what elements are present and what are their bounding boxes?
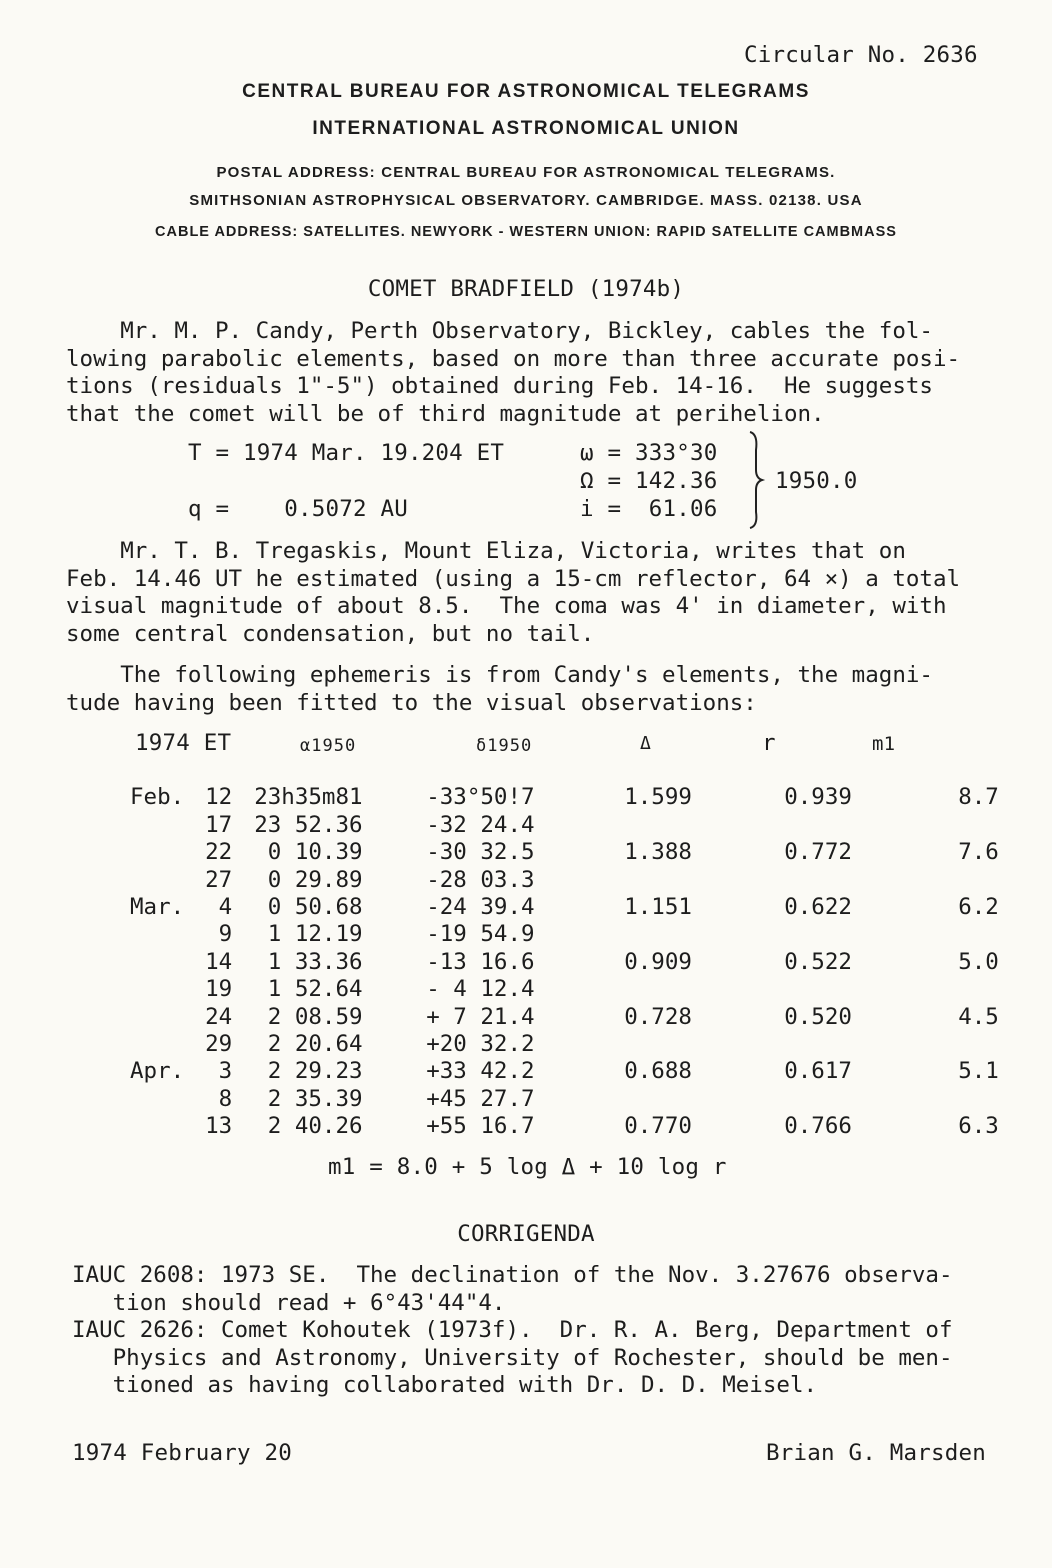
ephemeris-cell-ra: 2 40.26 bbox=[254, 1113, 363, 1140]
ephemeris-cell-dec: - 4 12.4 bbox=[426, 976, 535, 1003]
ephemeris-cell-month bbox=[130, 1030, 184, 1057]
cable-address: CABLE ADDRESS: SATELLITES. NEWYORK - WESTERN UNION: RAPID SATELLITE CAMBMASS bbox=[155, 224, 897, 240]
ephemeris-cell-dec: -19 54.9 bbox=[426, 921, 535, 948]
ephemeris-cell-month: Feb. bbox=[130, 784, 185, 811]
ephemeris-cell-dec: -28 03.3 bbox=[426, 866, 535, 893]
ephemeris-cell-delta: 0.909 bbox=[624, 948, 692, 975]
ephemeris-cell-r bbox=[750, 810, 910, 837]
ephemeris-cell-r bbox=[750, 865, 910, 892]
postal-address-line1: POSTAL ADDRESS: CENTRAL BUREAU FOR ASTRONOMICAL TELEGRAMS. bbox=[216, 164, 836, 181]
ephemeris-cell-delta: 1.151 bbox=[624, 893, 692, 920]
ephemeris-cell-dec: +45 27.7 bbox=[426, 1085, 535, 1112]
corrigenda-title: CORRIGENDA bbox=[457, 1221, 595, 1247]
ephemeris-cell-delta: 0.728 bbox=[624, 1003, 692, 1030]
ephemeris-cell-ra: 2 08.59 bbox=[254, 1003, 363, 1030]
eph-header-date: 1974 ET bbox=[135, 730, 232, 756]
ephemeris-row bbox=[130, 1030, 1038, 1057]
ephemeris-cell-month bbox=[130, 920, 184, 947]
paragraph-tregaskis: Mr. T. B. Tregaskis, Mount Eliza, Victoria, writes that on Feb. 14.46 UT he estimated (using a 15-cm reflector, 64 ×) a total visual magnitude of about 8.5. The coma was 4' in diameter, with some central condensation, but no tail. bbox=[66, 538, 961, 647]
ephemeris-cell-dec: +20 32.2 bbox=[426, 1030, 535, 1057]
ephemeris-cell-dec: +33 42.2 bbox=[426, 1058, 535, 1085]
comet-title: COMET BRADFIELD (1974b) bbox=[367, 276, 685, 302]
ephemeris-row bbox=[130, 783, 1038, 810]
bureau-title: CENTRAL BUREAU FOR ASTRONOMICAL TELEGRAMS bbox=[242, 81, 810, 102]
ephemeris-cell-day: 17 bbox=[205, 811, 233, 838]
element-q: q = 0.5072 AU bbox=[188, 496, 408, 522]
ephemeris-cell-delta bbox=[596, 920, 750, 947]
ephemeris-row bbox=[130, 920, 1038, 947]
ephemeris-row bbox=[130, 1084, 1038, 1111]
ephemeris-cell-mag: 6.3 bbox=[958, 1113, 999, 1140]
ephemeris-cell-dec: -32 24.4 bbox=[426, 811, 535, 838]
ephemeris-cell-r bbox=[750, 975, 910, 1002]
ephemeris-cell-delta: 0.770 bbox=[624, 1113, 692, 1140]
ephemeris-cell-month bbox=[130, 838, 184, 865]
ephemeris-cell-mag: 4.5 bbox=[958, 1003, 999, 1030]
ephemeris-cell-day: 12 bbox=[205, 784, 233, 811]
ephemeris-cell-day: 22 bbox=[205, 839, 233, 866]
ephemeris-row bbox=[130, 865, 1038, 892]
ephemeris-cell-delta bbox=[596, 810, 750, 837]
ephemeris-cell-day: 27 bbox=[205, 866, 233, 893]
postal-address-line2: SMITHSONIAN ASTROPHYSICAL OBSERVATORY. CAMBRIDGE. MASS. 02138. USA bbox=[189, 192, 863, 209]
element-omega: ω = 333°30 bbox=[580, 440, 718, 466]
eph-header-r: r bbox=[762, 730, 776, 756]
ephemeris-cell-delta: 1.599 bbox=[624, 784, 692, 811]
ephemeris-row bbox=[130, 893, 1038, 920]
ephemeris-cell-mag bbox=[910, 1084, 1038, 1111]
ephemeris-cell-mag bbox=[910, 1030, 1038, 1057]
eph-header-ra: α1950 bbox=[300, 736, 357, 756]
ephemeris-cell-day: 8 bbox=[218, 1085, 233, 1112]
ephemeris-row bbox=[130, 975, 1038, 1002]
ephemeris-cell-dec: -24 39.4 bbox=[426, 893, 535, 920]
ephemeris-cell-month: Mar. bbox=[130, 893, 185, 920]
ephemeris-cell-month: Apr. bbox=[130, 1058, 185, 1085]
ephemeris-cell-day: 3 bbox=[218, 1058, 233, 1085]
ephemeris-cell-ra: 0 29.89 bbox=[254, 866, 363, 893]
ephemeris-cell-ra: 23 52.36 bbox=[254, 811, 363, 838]
eph-header-delta: Δ bbox=[640, 733, 652, 754]
ephemeris-row bbox=[130, 1057, 1038, 1084]
paragraph-candy: Mr. M. P. Candy, Perth Observatory, Bickley, cables the fol- lowing parabolic elements, based on more than three accurate posi- tions (residuals 1"-5") obtained during Feb. 14-16. He suggests that the comet will be of third magnitude at perihelion. bbox=[66, 318, 961, 427]
ephemeris-cell-dec: + 7 21.4 bbox=[426, 1003, 535, 1030]
ephemeris-cell-month bbox=[130, 1084, 184, 1111]
element-node: Ω = 142.36 bbox=[580, 468, 718, 494]
ephemeris-table bbox=[130, 783, 1038, 1139]
ephemeris-cell-r bbox=[750, 920, 910, 947]
ephemeris-cell-r: 0.520 bbox=[784, 1003, 852, 1030]
ephemeris-cell-month bbox=[130, 947, 184, 974]
ephemeris-cell-mag: 5.1 bbox=[958, 1058, 999, 1085]
ephemeris-cell-r: 0.772 bbox=[784, 839, 852, 866]
ephemeris-cell-ra: 23h35m81 bbox=[254, 784, 363, 811]
ephemeris-cell-dec: +55 16.7 bbox=[426, 1113, 535, 1140]
ephemeris-cell-day: 29 bbox=[205, 1030, 233, 1057]
eph-header-mag: m1 bbox=[872, 733, 896, 755]
ephemeris-cell-ra: 0 50.68 bbox=[254, 893, 363, 920]
corrigendum-2626: IAUC 2626: Comet Kohoutek (1973f). Dr. R. A. Berg, Department of Physics and Astronomy, University of Rochester, should be men- tioned as having collaborated with Dr. D. D. Meisel. bbox=[72, 1317, 953, 1398]
eph-header-dec: δ1950 bbox=[476, 736, 533, 756]
ephemeris-cell-mag: 5.0 bbox=[958, 948, 999, 975]
ephemeris-row bbox=[130, 1112, 1038, 1139]
ephemeris-cell-ra: 1 33.36 bbox=[254, 948, 363, 975]
footer-author: Brian G. Marsden bbox=[766, 1440, 986, 1466]
ephemeris-cell-ra: 0 10.39 bbox=[254, 839, 363, 866]
ephemeris-cell-mag: 8.7 bbox=[958, 784, 999, 811]
ephemeris-cell-delta: 1.388 bbox=[624, 839, 692, 866]
element-inclination: i = 61.06 bbox=[580, 496, 718, 522]
ephemeris-row bbox=[130, 810, 1038, 837]
ephemeris-cell-day: 14 bbox=[205, 948, 233, 975]
ephemeris-cell-day: 13 bbox=[205, 1113, 233, 1140]
ephemeris-cell-day: 19 bbox=[205, 976, 233, 1003]
ephemeris-cell-mag bbox=[910, 920, 1038, 947]
ephemeris-cell-ra: 1 12.19 bbox=[254, 921, 363, 948]
ephemeris-cell-ra: 2 20.64 bbox=[254, 1030, 363, 1057]
ephemeris-cell-month bbox=[130, 975, 184, 1002]
ephemeris-row bbox=[130, 838, 1038, 865]
ephemeris-cell-mag bbox=[910, 865, 1038, 892]
corrigendum-2608: IAUC 2608: 1973 SE. The declination of the Nov. 3.27676 observa- tion should read + 6°43'44"4. bbox=[72, 1262, 953, 1316]
ephemeris-cell-r bbox=[750, 1084, 910, 1111]
ephemeris-cell-dec: -33°50!7 bbox=[426, 784, 535, 811]
ephemeris-cell-month bbox=[130, 1002, 184, 1029]
ephemeris-cell-mag bbox=[910, 975, 1038, 1002]
ephemeris-cell-r bbox=[750, 1030, 910, 1057]
ephemeris-cell-day: 24 bbox=[205, 1003, 233, 1030]
ephemeris-cell-r: 0.939 bbox=[784, 784, 852, 811]
element-T: T = 1974 Mar. 19.204 ET bbox=[188, 440, 505, 466]
ephemeris-cell-mag: 7.6 bbox=[958, 839, 999, 866]
ephemeris-cell-month bbox=[130, 1112, 184, 1139]
ephemeris-cell-delta bbox=[596, 1030, 750, 1057]
ephemeris-cell-ra: 2 35.39 bbox=[254, 1085, 363, 1112]
ephemeris-cell-day: 4 bbox=[218, 893, 233, 920]
equinox: 1950.0 bbox=[775, 468, 858, 494]
ephemeris-cell-mag: 6.2 bbox=[958, 893, 999, 920]
ephemeris-cell-month bbox=[130, 865, 184, 892]
ephemeris-cell-r: 0.622 bbox=[784, 893, 852, 920]
ephemeris-cell-delta bbox=[596, 1084, 750, 1111]
union-title: INTERNATIONAL ASTRONOMICAL UNION bbox=[312, 118, 740, 139]
magnitude-formula: m1 = 8.0 + 5 log Δ + 10 log r bbox=[328, 1154, 727, 1180]
ephemeris-cell-day: 9 bbox=[218, 921, 233, 948]
ephemeris-cell-dec: -30 32.5 bbox=[426, 839, 535, 866]
ephemeris-cell-delta bbox=[596, 975, 750, 1002]
ephemeris-cell-ra: 2 29.23 bbox=[254, 1058, 363, 1085]
ephemeris-cell-month bbox=[130, 810, 184, 837]
ephemeris-cell-mag bbox=[910, 810, 1038, 837]
ephemeris-row bbox=[130, 1002, 1038, 1029]
ephemeris-cell-r: 0.617 bbox=[784, 1058, 852, 1085]
ephemeris-cell-delta: 0.688 bbox=[624, 1058, 692, 1085]
ephemeris-cell-r: 0.766 bbox=[784, 1113, 852, 1140]
paragraph-ephemeris-intro: The following ephemeris is from Candy's elements, the magni- tude having been fitted to the visual observations: bbox=[66, 662, 933, 716]
ephemeris-cell-dec: -13 16.6 bbox=[426, 948, 535, 975]
ephemeris-cell-ra: 1 52.64 bbox=[254, 976, 363, 1003]
brace-icon bbox=[744, 430, 774, 530]
ephemeris-row bbox=[130, 947, 1038, 974]
circular-number: Circular No. 2636 bbox=[744, 42, 978, 68]
ephemeris-cell-delta bbox=[596, 865, 750, 892]
footer-date: 1974 February 20 bbox=[72, 1440, 292, 1466]
ephemeris-cell-r: 0.522 bbox=[784, 948, 852, 975]
